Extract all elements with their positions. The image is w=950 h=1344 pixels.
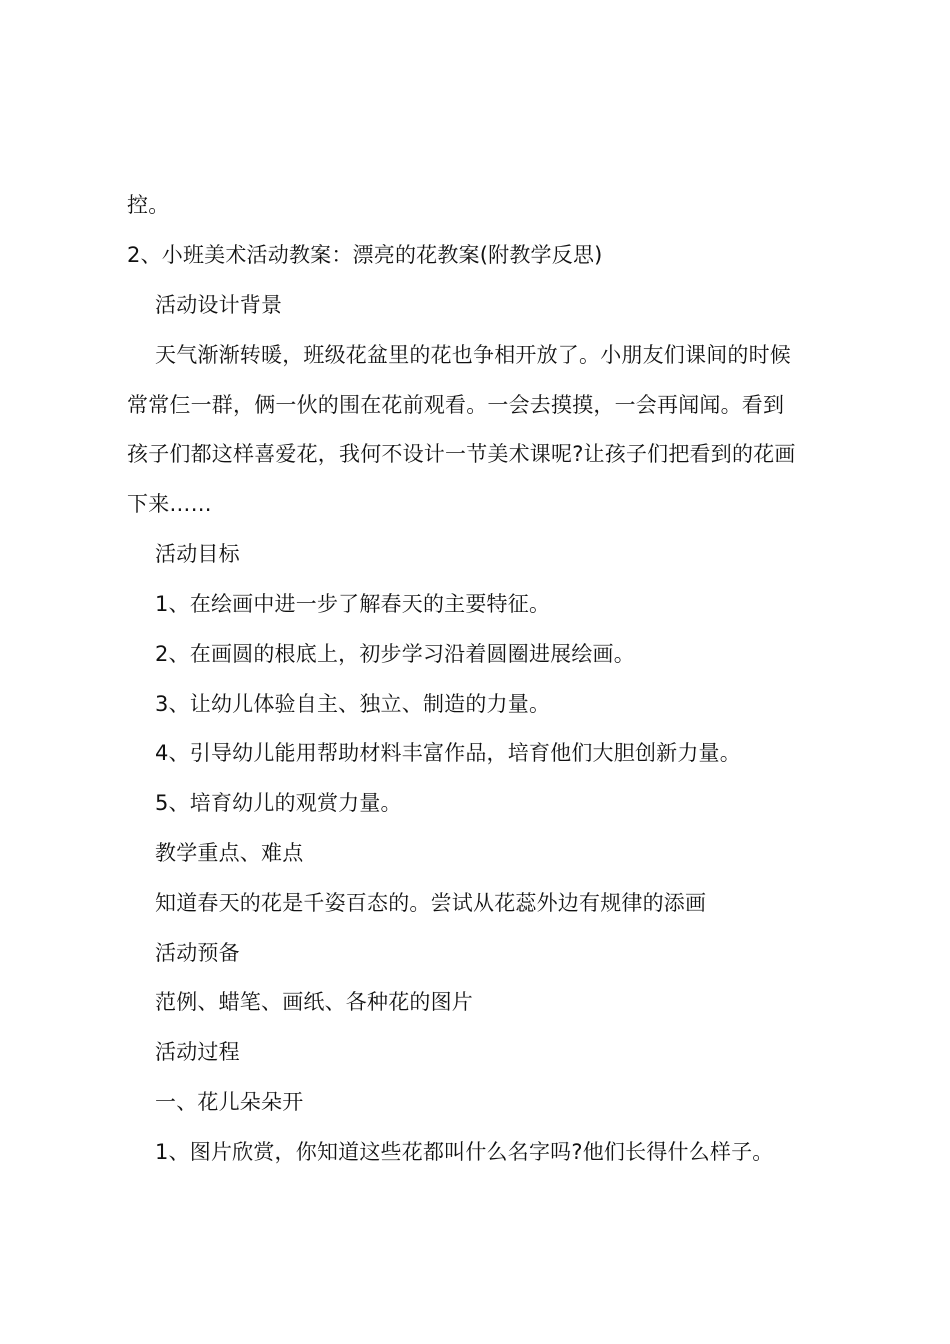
list-item: 4、引导幼儿能用帮助材料丰富作品，培育他们大胆创新力量。 [155, 741, 741, 765]
list-item: 1、图片欣赏，你知道这些花都叫什么名字吗?他们长得什么样子。 [155, 1140, 774, 1164]
section-heading: 2、小班美术活动教案：漂亮的花教案(附教学反思) [127, 243, 603, 267]
list-item: 1、在绘画中进一步了解春天的主要特征。 [155, 592, 551, 616]
subheading: 教学重点、难点 [155, 841, 304, 865]
paragraph-line: 常常仨一群，俩一伙的围在花前观看。一会去摸摸，一会再闻闻。看到 [127, 393, 785, 417]
subheading: 活动设计背景 [155, 293, 283, 317]
subheading: 活动预备 [155, 941, 240, 965]
list-item: 3、让幼儿体验自主、独立、制造的力量。 [155, 692, 551, 716]
subheading: 活动目标 [155, 542, 240, 566]
text-line: 范例、蜡笔、画纸、各种花的图片 [155, 990, 473, 1014]
subheading: 活动过程 [155, 1040, 240, 1064]
subheading: 一、花儿朵朵开 [155, 1090, 304, 1114]
paragraph-line: 天气渐渐转暖，班级花盆里的花也争相开放了。小朋友们课间的时候 [155, 343, 791, 367]
paragraph-line: 孩子们都这样喜爱花，我何不设计一节美术课呢?让孩子们把看到的花画 [127, 442, 796, 466]
text-line: 知道春天的花是千姿百态的。尝试从花蕊外边有规律的添画 [155, 891, 707, 915]
paragraph-line: 下来…… [127, 492, 212, 516]
list-item: 2、在画圆的根底上，初步学习沿着圆圈进展绘画。 [155, 642, 635, 666]
text-line: 控。 [127, 193, 170, 217]
list-item: 5、培育幼儿的观赏力量。 [155, 791, 402, 815]
